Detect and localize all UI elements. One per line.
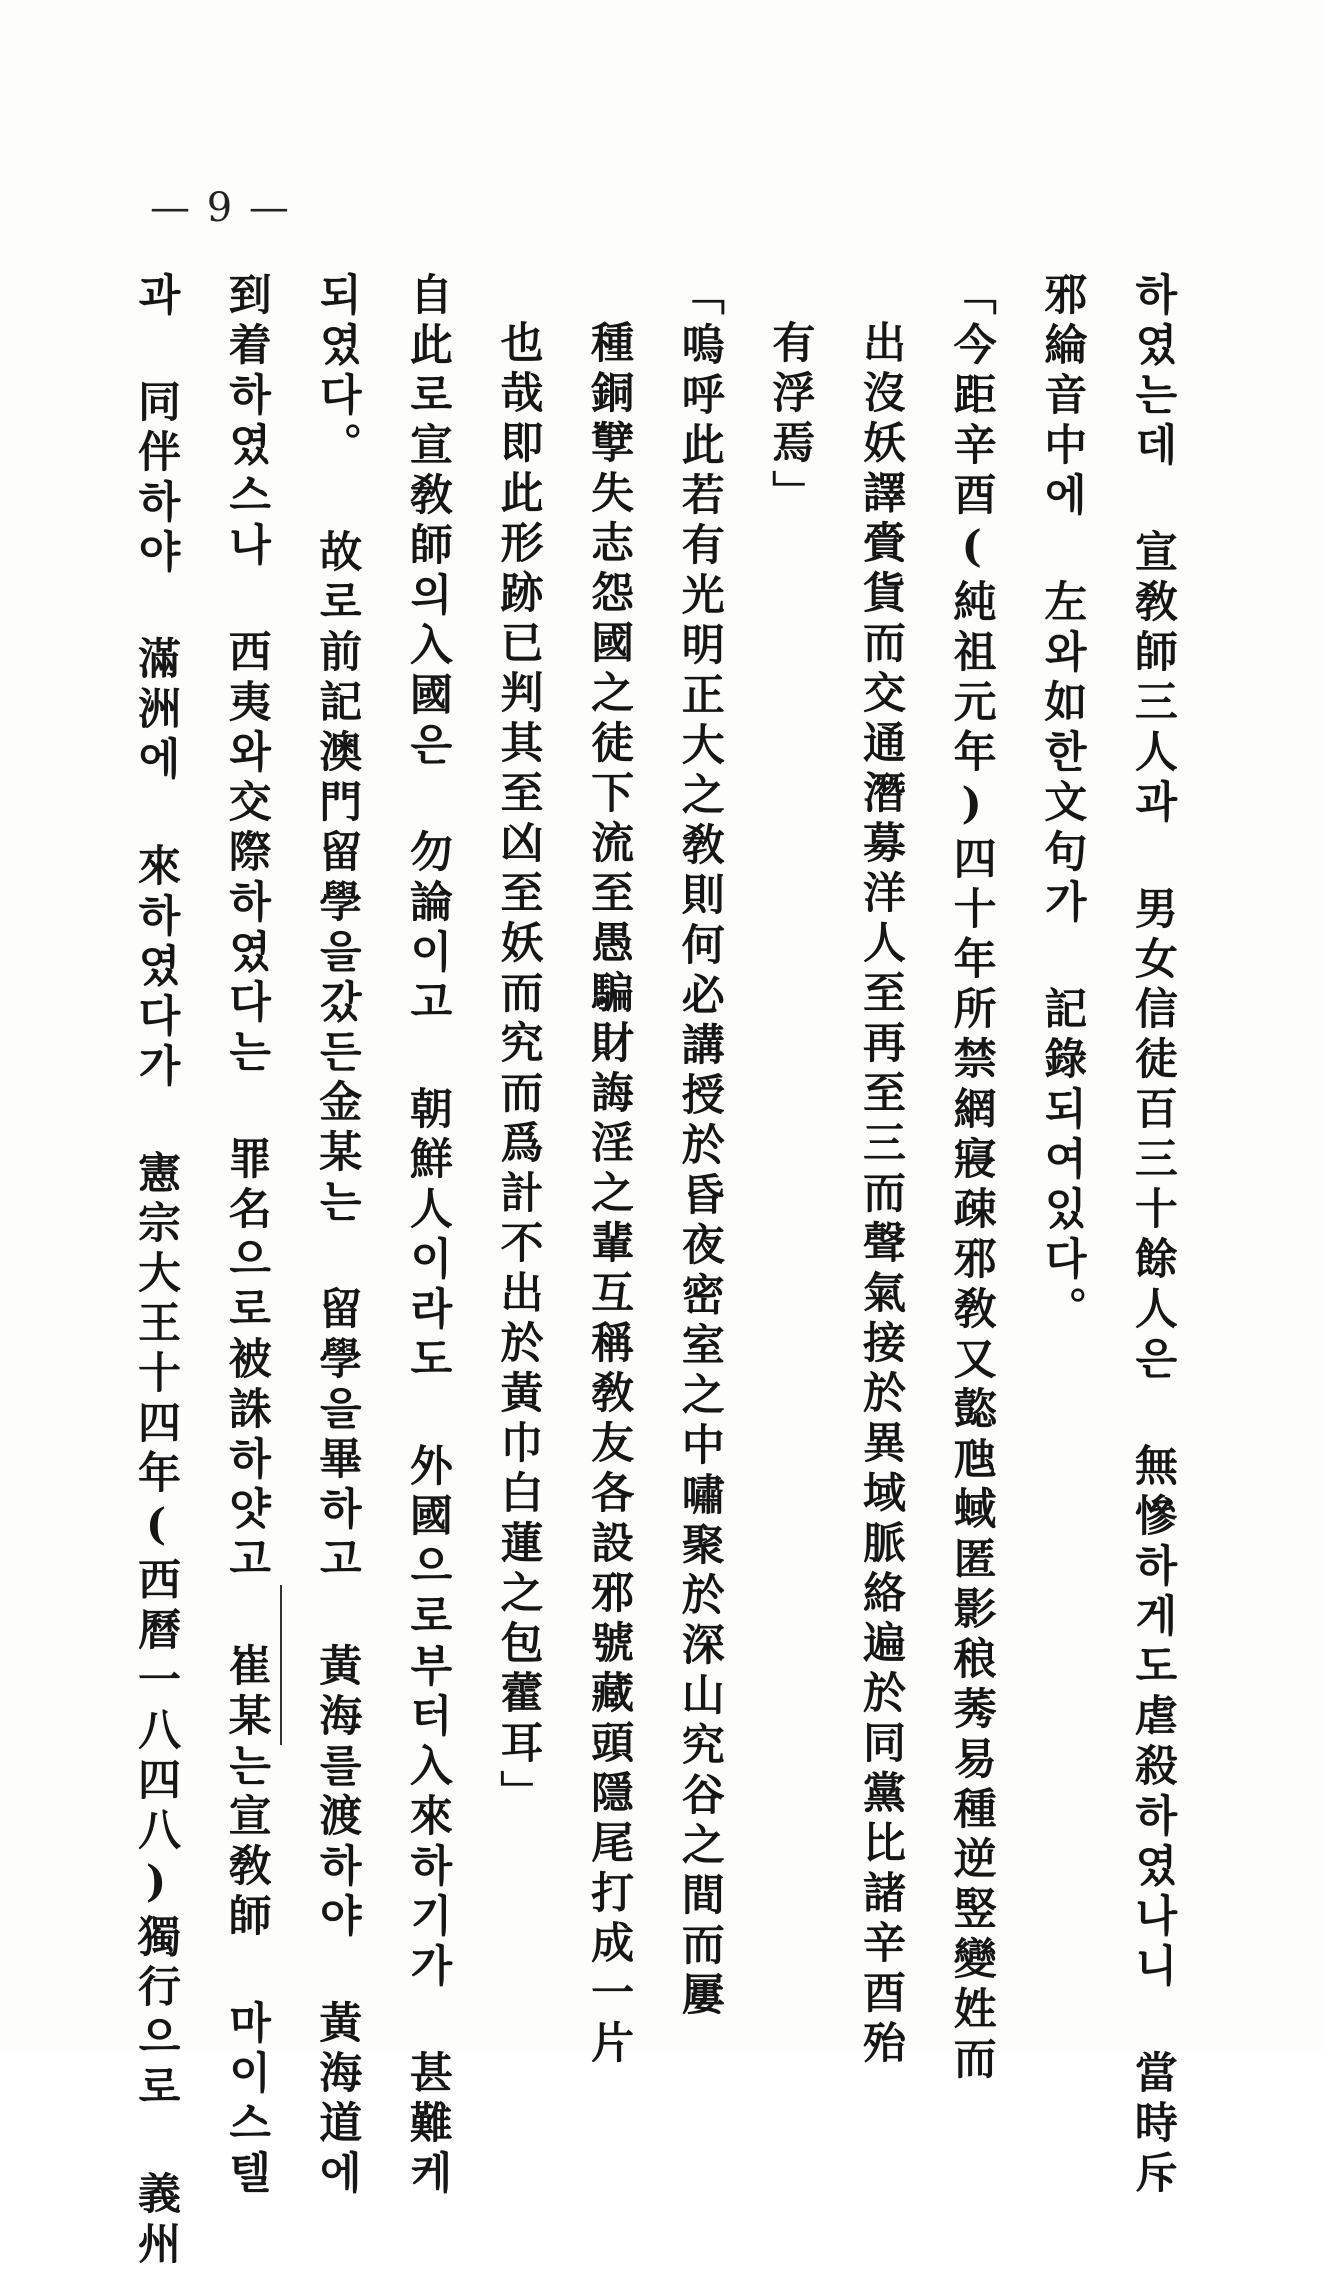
text-column-7: 種銅孼失志怨國之徒下流至愚騙財誨淫之輩互稱敎友各設邪號藏頭隱尾打成一片 <box>584 320 635 2070</box>
proper-noun-mark <box>280 1585 282 1745</box>
text-column-5: 有浮焉」 <box>765 320 816 520</box>
text-column-4: 出沒妖譯賫貨而交通潛募洋人至再至三而聲氣接於異域脈絡遍於同黨比諸辛酉殆 <box>856 320 906 2070</box>
text-column-6: 「嗚呼此若有光明正大之敎則何必講授於昏夜密室之中嘯聚於深山究谷之間而屢 <box>674 272 725 2022</box>
text-column-2: 邪綸音中에 左와如한文句가 記錄되여있다。 <box>1037 272 1088 1336</box>
vertical-text-block <box>131 272 1178 2271</box>
text-column-11: 到着하였스나 西夷와交際하였다는 罪名으로被誅하얏고 崔某는宣敎師 마이스텔 <box>221 272 272 2200</box>
page-number: — 9 — <box>150 185 291 231</box>
text-column-8: 也哉即此形跡已判其至凶至妖而究而爲計不出於黃巾白蓮之包藿耳」 <box>493 320 544 1820</box>
text-column-3: 「今距辛酉(純祖元年)四十年所禁網寢疎邪敎又㦤虺蜮匿影稂莠易種逆竪變姓而 <box>946 272 997 2086</box>
text-column-12: 과 同伴하야 滿洲에 來하였다가 憲宗大王十四年(西曆一八四八)獨行으로 義州 <box>131 272 181 2271</box>
text-column-10: 되였다。 故로前記澳門留學을갔든金某는 留學을畢하고 黃海를渡하야 黃海道에 <box>312 272 363 2200</box>
text-column-1: 하였는데 宣敎師三人과 男女信徒百三十餘人은 無慘하게도虐殺하였나니 當時斥 <box>1127 272 1178 2200</box>
text-column-9: 自此로宣敎師의入國은 勿論이고 朝鮮人이라도 外國으로부터入來하기가 甚難케 <box>402 272 453 2200</box>
